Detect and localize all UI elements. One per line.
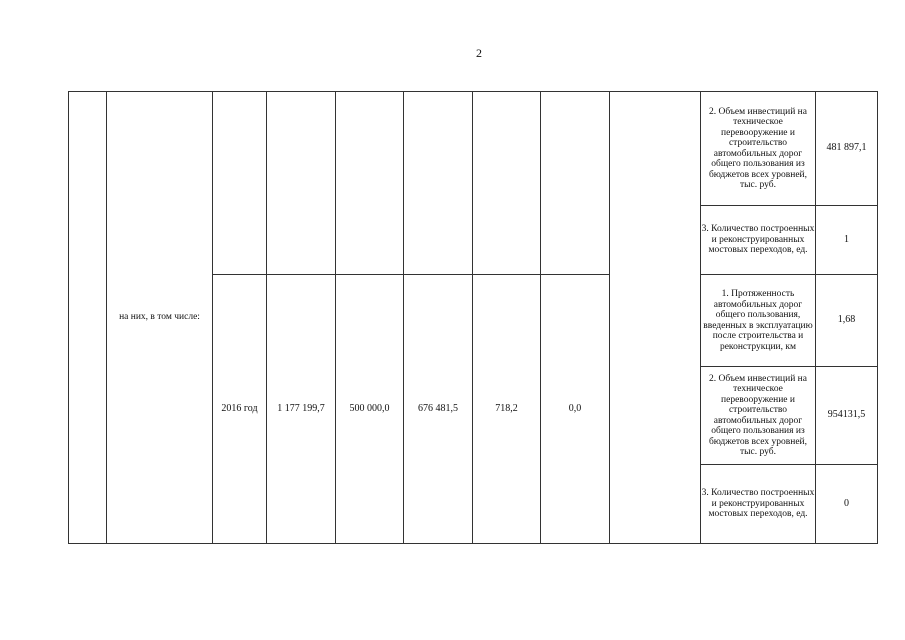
indicator-value: 0 xyxy=(816,465,878,544)
intro-cell: на них, в том числе: xyxy=(107,92,213,544)
year-cell: 2016 год xyxy=(213,275,267,544)
program-table xyxy=(68,91,878,544)
value-cell: 718,2 xyxy=(473,275,541,544)
indicator-label: 3. Количество построенных и реконструированных мостовых переходов, ед. xyxy=(701,206,816,275)
indicator-value: 954131,5 xyxy=(816,367,878,465)
page-number: 2 xyxy=(476,46,482,60)
executor-cell xyxy=(610,92,701,544)
value-cell: 1 177 199,7 xyxy=(267,275,336,544)
table-row xyxy=(69,92,878,206)
value-cell xyxy=(473,92,541,275)
value-cell xyxy=(267,92,336,275)
value-cell xyxy=(404,92,473,275)
value-cell: 0,0 xyxy=(541,275,610,544)
indicator-label: 2. Объем инвестиций на техническое перевооружение и строительство автомобильных дорог общего пользования из бюджетов всех уровней, тыс. руб. xyxy=(701,92,816,206)
value-cell: 676 481,5 xyxy=(404,275,473,544)
year-cell xyxy=(213,92,267,275)
indicator-value: 481 897,1 xyxy=(816,92,878,206)
indicator-label: 1. Протяженность автомобильных дорог общего пользования, введенных в эксплуатацию после строительства и реконструкции, км xyxy=(701,275,816,367)
indicator-label: 3. Количество построенных и реконструированных мостовых переходов, ед. xyxy=(701,465,816,544)
indicator-value: 1 xyxy=(816,206,878,275)
number-cell xyxy=(69,92,107,544)
value-cell xyxy=(336,92,404,275)
value-cell: 500 000,0 xyxy=(336,275,404,544)
value-cell xyxy=(541,92,610,275)
indicator-label: 2. Объем инвестиций на техническое перевооружение и строительство автомобильных дорог общего пользования из бюджетов всех уровней, тыс. руб. xyxy=(701,367,816,465)
indicator-value: 1,68 xyxy=(816,275,878,367)
